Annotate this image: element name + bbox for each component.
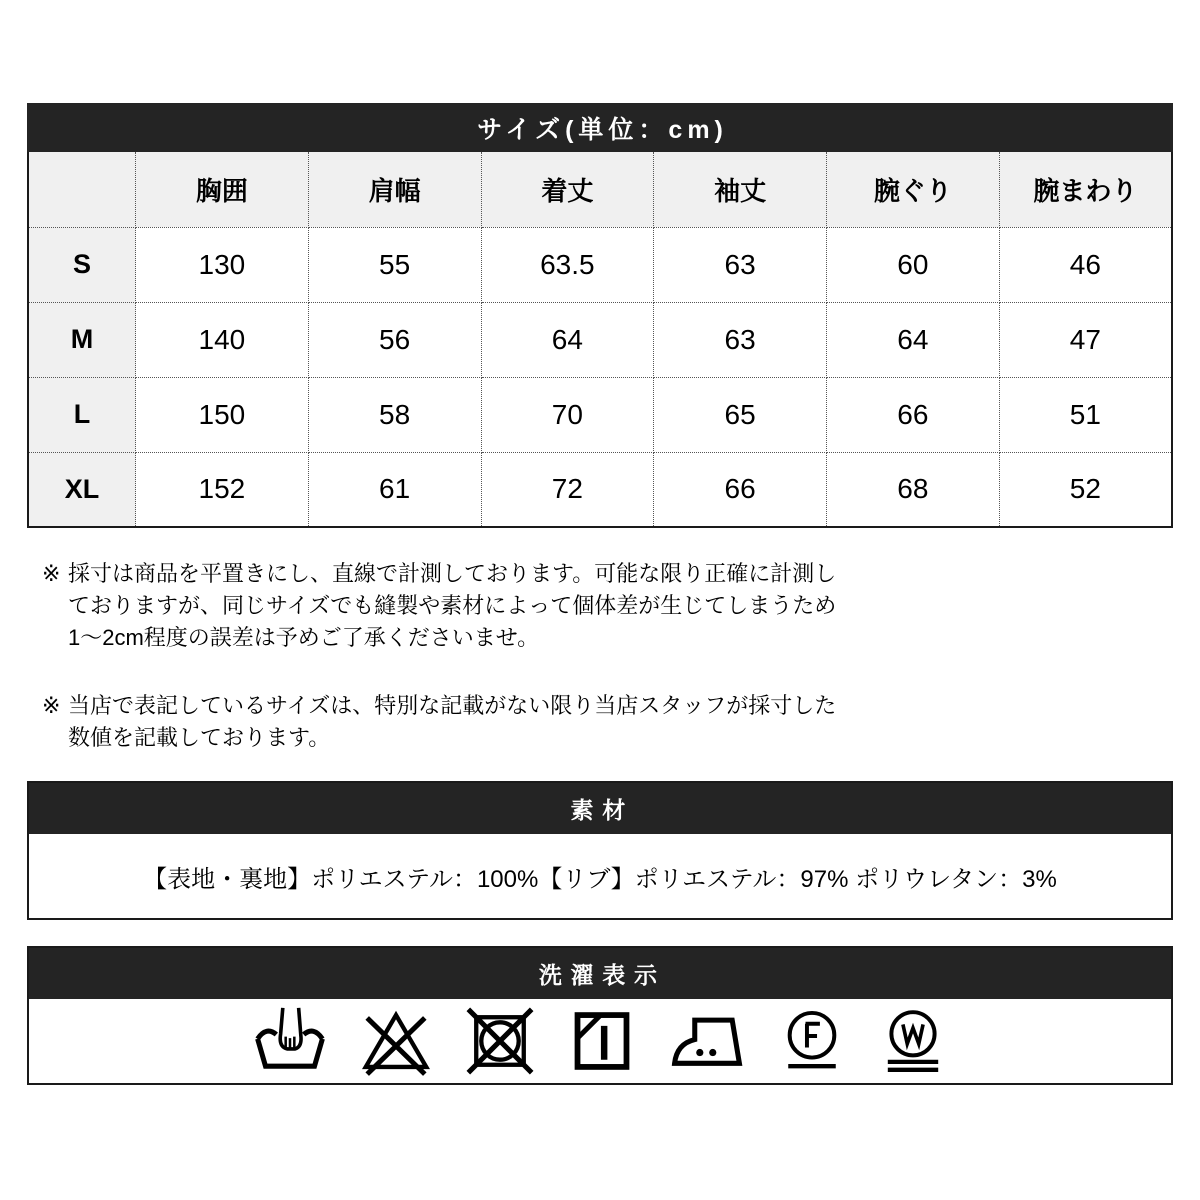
- cell-value: 63: [654, 227, 827, 302]
- material-section-title: 素材: [570, 797, 635, 823]
- care-section-header: [29, 948, 1171, 999]
- cell-value: 130: [136, 227, 309, 302]
- table-row-s: [28, 227, 1172, 302]
- note-marker: ※: [42, 561, 61, 586]
- note-marker: ※: [42, 693, 61, 718]
- cell-value: 52: [999, 452, 1172, 527]
- cell-value: 56: [308, 302, 481, 377]
- do-not-bleach-icon: [358, 1005, 434, 1077]
- hand-wash-icon: [251, 1005, 329, 1077]
- column-header-armhole: 腕ぐり: [826, 152, 999, 227]
- cell-value: 152: [136, 452, 309, 527]
- cell-value: 60: [826, 227, 999, 302]
- cell-value: 72: [481, 452, 654, 527]
- cell-value: 64: [826, 302, 999, 377]
- cell-value: 66: [826, 377, 999, 452]
- do-not-tumble-dry-icon: [463, 1005, 537, 1077]
- row-label: XL: [28, 452, 136, 527]
- cell-value: 68: [826, 452, 999, 527]
- size-section-header: [27, 103, 1173, 152]
- size-table: [27, 152, 1173, 528]
- cell-value: 150: [136, 377, 309, 452]
- cell-value: 70: [481, 377, 654, 452]
- cell-value: 65: [654, 377, 827, 452]
- cell-value: 47: [999, 302, 1172, 377]
- cell-value: 63.5: [481, 227, 654, 302]
- cell-value: 55: [308, 227, 481, 302]
- care-section-title: 洗濯表示: [538, 962, 666, 988]
- column-header-arm-width: 腕まわり: [999, 152, 1172, 227]
- table-header-row: [28, 152, 1172, 227]
- column-header-sleeve: 袖丈: [654, 152, 827, 227]
- cell-value: 58: [308, 377, 481, 452]
- table-row-m: [28, 302, 1172, 377]
- cell-value: 46: [999, 227, 1172, 302]
- column-header-chest: 胸囲: [136, 152, 309, 227]
- note-text: 採寸は商品を平置きにし、直線で計測しております。可能な限り正確に計測し ておりますが、同じサイズでも縫製や素材によって個体差が生じてしまうため 1〜2cm程度の誤差は予めご了承くださいませ。: [68, 561, 837, 650]
- column-header-length: 着丈: [481, 152, 654, 227]
- note-text: 当店で表記しているサイズは、特別な記載がない限り当店スタッフが採寸した 数値を記載しております。: [68, 693, 837, 750]
- row-label: S: [28, 227, 136, 302]
- note-sizing: [42, 690, 1173, 754]
- size-section-title: サイズ(単位：cm): [477, 115, 728, 144]
- corner-cell: [28, 152, 136, 227]
- notes: [27, 558, 1173, 754]
- material-section: [27, 781, 1173, 920]
- iron-two-dots-icon: [667, 1005, 747, 1077]
- cell-value: 140: [136, 302, 309, 377]
- note-measurement: [42, 558, 1173, 654]
- table-row-l: [28, 377, 1172, 452]
- material-section-header: [29, 783, 1171, 834]
- care-icons-row: [29, 999, 1171, 1083]
- cell-value: 66: [654, 452, 827, 527]
- cell-value: 64: [481, 302, 654, 377]
- wet-clean-w-icon: [877, 1005, 949, 1077]
- dry-clean-f-icon: [776, 1005, 848, 1077]
- care-section: [27, 946, 1173, 1085]
- row-label: M: [28, 302, 136, 377]
- table-row-xl: [28, 452, 1172, 527]
- cell-value: 61: [308, 452, 481, 527]
- shade-line-dry-icon: [566, 1005, 638, 1077]
- row-label: L: [28, 377, 136, 452]
- material-text: 【表地・裏地】ポリエステル：100%【リブ】ポリエステル：97% ポリウレタン：3%: [143, 865, 1057, 893]
- material-text-area: [29, 834, 1171, 918]
- cell-value: 51: [999, 377, 1172, 452]
- cell-value: 63: [654, 302, 827, 377]
- column-header-shoulder: 肩幅: [308, 152, 481, 227]
